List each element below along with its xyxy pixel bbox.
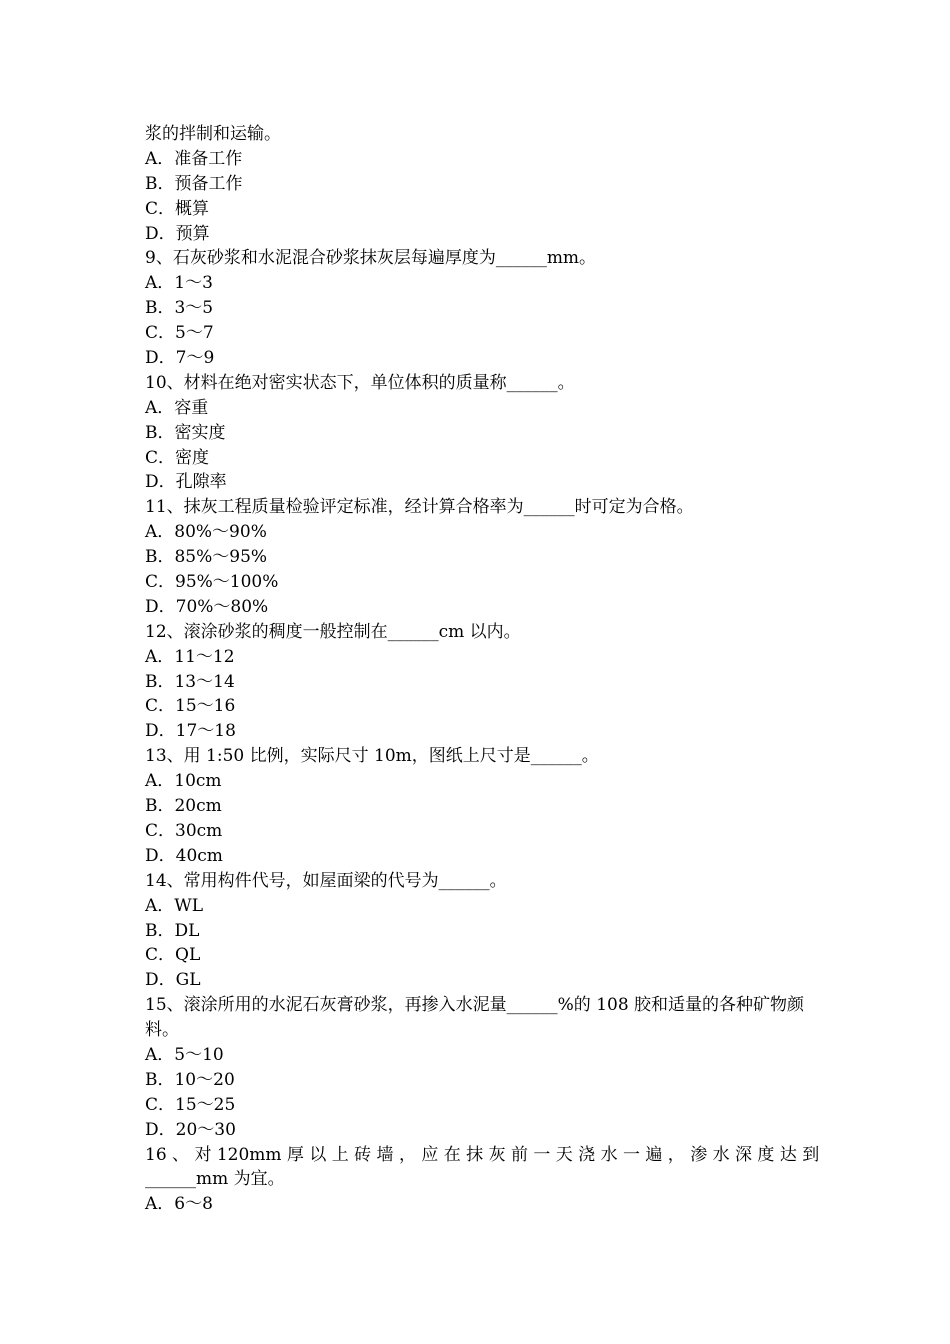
option-d: D．17～18 [145, 721, 236, 742]
option-c: C．15～16 [145, 696, 236, 717]
option-d: D．预算 [145, 223, 210, 244]
option-d: D．40cm [145, 845, 223, 866]
option-a: A．11～12 [145, 646, 235, 667]
option-d: D．7～9 [145, 348, 215, 369]
option-d: D．70%～80% [145, 596, 269, 617]
option-a: A．5～10 [145, 1044, 224, 1065]
question-16-line-1: 16 、 对 120mm 厚 以 上 砖 墙 ， 应 在 抹 灰 前 一 天 浇 水 一 遍 ， 渗 水 深 度 达 到 [145, 1144, 820, 1165]
option-a: A．1～3 [145, 273, 213, 294]
option-b: B．20cm [145, 796, 222, 817]
option-d: D．20～30 [145, 1119, 236, 1140]
question-10: 10、材料在绝对密实状态下，单位体积的质量称______。 [145, 372, 575, 393]
option-b: B．DL [145, 920, 200, 941]
option-c: C．概算 [145, 198, 210, 219]
option-d: D．GL [145, 970, 201, 991]
option-a: A．准备工作 [145, 148, 243, 169]
question-14: 14、常用构件代号，如屋面梁的代号为______。 [145, 870, 507, 891]
option-b: B．10～20 [145, 1069, 235, 1090]
question-12: 12、滚涂砂浆的稠度一般控制在______cm 以内。 [145, 621, 521, 642]
document-body [145, 122, 820, 1217]
option-b: B．13～14 [145, 671, 235, 692]
question-16-line-2: ______mm 为宜。 [145, 1169, 285, 1190]
option-a: A．WL [145, 895, 204, 916]
option-b: B．3～5 [145, 298, 214, 319]
question-11: 11、抹灰工程质量检验评定标准，经计算合格率为______时可定为合格。 [145, 497, 694, 518]
question-9: 9、石灰砂浆和水泥混合砂浆抹灰层每遍厚度为______mm。 [145, 248, 597, 269]
question-13: 13、用 1:50 比例，实际尺寸 10m，图纸上尺寸是______。 [145, 746, 599, 767]
option-b: B．密实度 [145, 422, 226, 443]
text-line: 浆的拌制和运输。 [145, 124, 281, 144]
option-c: C．30cm [145, 820, 223, 841]
question-15: 15、滚涂所用的水泥石灰膏砂浆，再掺入水泥量______%的 108 胶和适量的各种矿物颜料。 [145, 995, 805, 1041]
option-a: A．容重 [145, 397, 209, 418]
option-a: A．80%～90% [145, 522, 267, 543]
option-c: C．95%～100% [145, 572, 279, 593]
option-b: B．预备工作 [145, 173, 243, 194]
option-a: A．10cm [145, 771, 222, 792]
option-a: A．6～8 [145, 1194, 213, 1215]
option-c: C．QL [145, 945, 201, 966]
option-c: C．密度 [145, 447, 210, 468]
option-d: D．孔隙率 [145, 472, 227, 493]
option-c: C．5～7 [145, 323, 214, 344]
option-c: C．15～25 [145, 1094, 236, 1115]
option-b: B．85%～95% [145, 547, 268, 568]
